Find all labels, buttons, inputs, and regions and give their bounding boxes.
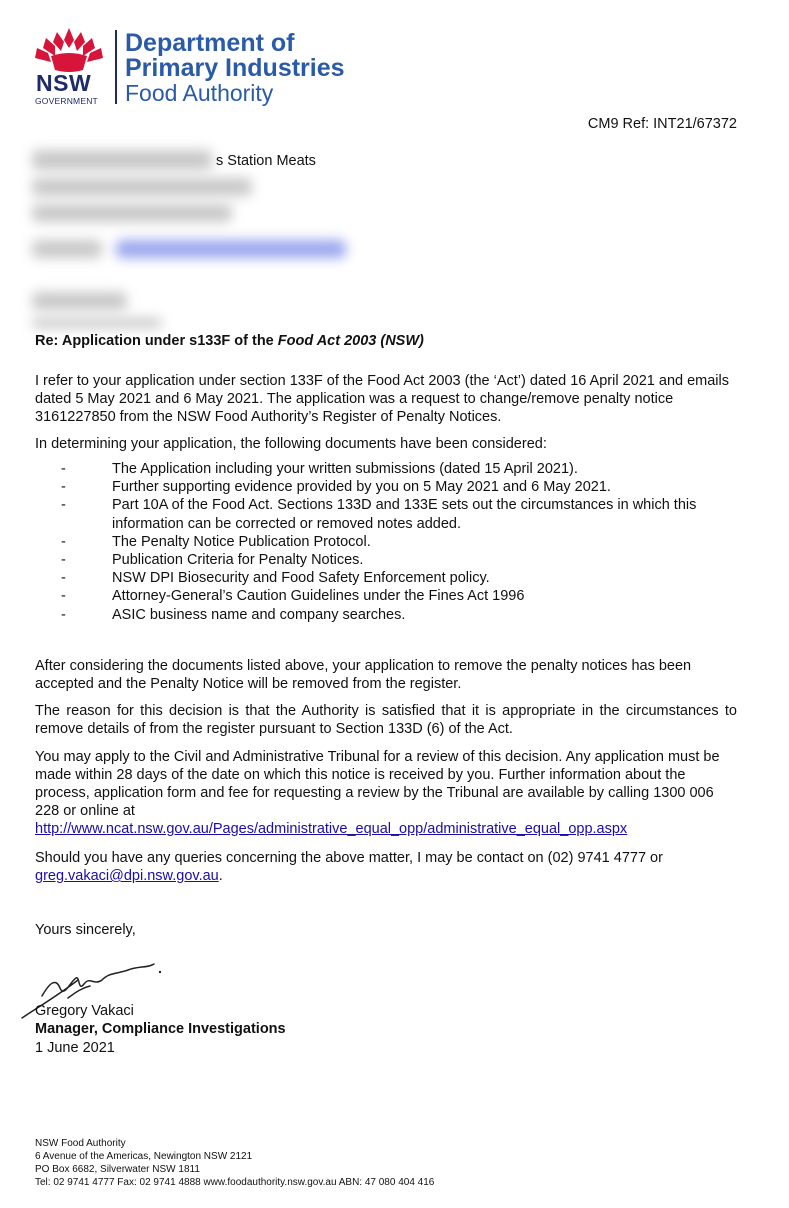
redaction-blur: [32, 204, 232, 222]
list-item: - Part 10A of the Food Act. Sections 133D and 133E sets out the circumstances in which this information can be corrected or removed notes added.: [61, 497, 697, 532]
subject-line: Re: Application under s133F of the Food Act 2003 (NSW): [35, 333, 424, 349]
decision-paragraph: After considering the documents listed above, your application to remove the penalty notices has been accepted and the Penalty Notice will be removed from the register.: [35, 658, 692, 692]
nsw-dpi-food-authority-logo: [33, 26, 363, 110]
letter-date: 1 June 2021: [35, 1040, 115, 1056]
list-item: - Publication Criteria for Penalty Notices.: [61, 552, 364, 569]
footer-contact: Tel: 02 9741 4777 Fax: 02 9741 4888 www.foodauthority.nsw.gov.au ABN: 47 080 404 416: [35, 1177, 435, 1188]
list-item: - The Application including your written submissions (dated 15 April 2021).: [61, 461, 578, 477]
act-title: Food Act 2003 (NSW): [277, 333, 424, 349]
redaction-blur: [32, 240, 102, 258]
redaction-blur-email: [116, 240, 346, 258]
redaction-blur: [32, 318, 162, 328]
footer-org: NSW Food Authority: [35, 1138, 126, 1149]
list-item: - NSW DPI Biosecurity and Food Safety Enforcement policy.: [61, 570, 490, 587]
ncat-review-link[interactable]: http://www.ncat.nsw.gov.au/Pages/administrative_equal_opp/administrative_equal_opp.aspx: [35, 821, 628, 837]
redaction-blur: [32, 292, 127, 310]
recipient-business-name-fragment: s Station Meats: [216, 153, 316, 169]
list-item: - Attorney-General’s Caution Guidelines under the Fines Act 1996: [61, 588, 525, 605]
footer-postal-address: PO Box 6682, Silverwater NSW 1811: [35, 1164, 200, 1175]
queries-paragraph: Should you have any queries concerning the above matter, I may be contact on (02) 9741 4777 or greg.vakaci@dpi.nsw.gov.au.: [35, 850, 663, 884]
logo-divider: [115, 30, 117, 104]
redaction-blur: [32, 150, 212, 170]
signatory-name: Gregory Vakaci: [35, 1003, 134, 1019]
intro-paragraph: I refer to your application under section 133F of the Food Act 2003 (the ‘Act’) dated 16 April 2021 and emails dated 5 May 2021 and 6 May 2021. The application was a request to change/remove penalty notice 3161227850 from the NSW Food Authority’s Register of Penalty Notices.: [35, 373, 730, 425]
list-item: - Further supporting evidence provided by you on 5 May 2021 and 6 May 2021.: [61, 479, 611, 496]
reason-paragraph: The reason for this decision is that the Authority is satisfied that it is appropriate in the circumstances to remove details of from the register pursuant to Section 133D (6) of the Act.: [35, 703, 737, 737]
contact-email-link[interactable]: greg.vakaci@dpi.nsw.gov.au: [35, 868, 219, 884]
determining-paragraph: In determining your application, the following documents have been considered:: [35, 436, 547, 452]
recipient-address-redacted: [30, 142, 360, 342]
letter-footer: [35, 1137, 434, 1189]
closing-salutation: Yours sincerely,: [35, 922, 136, 938]
list-item: - ASIC business name and company searches.: [61, 606, 406, 623]
department-name-line1: Department of: [125, 29, 295, 57]
waratah-flower-icon: [33, 26, 105, 76]
agency-name: Food Authority: [125, 80, 274, 106]
list-item: - The Penalty Notice Publication Protocol.: [61, 533, 371, 550]
footer-street-address: 6 Avenue of the Americas, Newington NSW 2121: [35, 1151, 253, 1162]
review-paragraph: You may apply to the Civil and Administrative Tribunal for a review of this decision. Any application must be made within 28 days of the date on which this notice is received by you. Further information about the process, application form and fee for requesting a review by the Tribunal are available by calling 1300 006 228 or online at http://www.ncat.nsw.gov.au/Pages/administrative_equal_opp/administrative_equal_opp.aspx: [35, 749, 720, 837]
reference-number: CM9 Ref: INT21/67372: [587, 116, 737, 132]
signatory-title: Manager, Compliance Investigations: [35, 1021, 286, 1037]
government-wordmark: GOVERNMENT: [35, 96, 98, 106]
department-name-line2: Primary Industries: [125, 54, 345, 82]
nsw-wordmark: NSW: [36, 70, 92, 96]
considered-documents-list: [35, 460, 740, 624]
redaction-blur: [32, 178, 252, 196]
